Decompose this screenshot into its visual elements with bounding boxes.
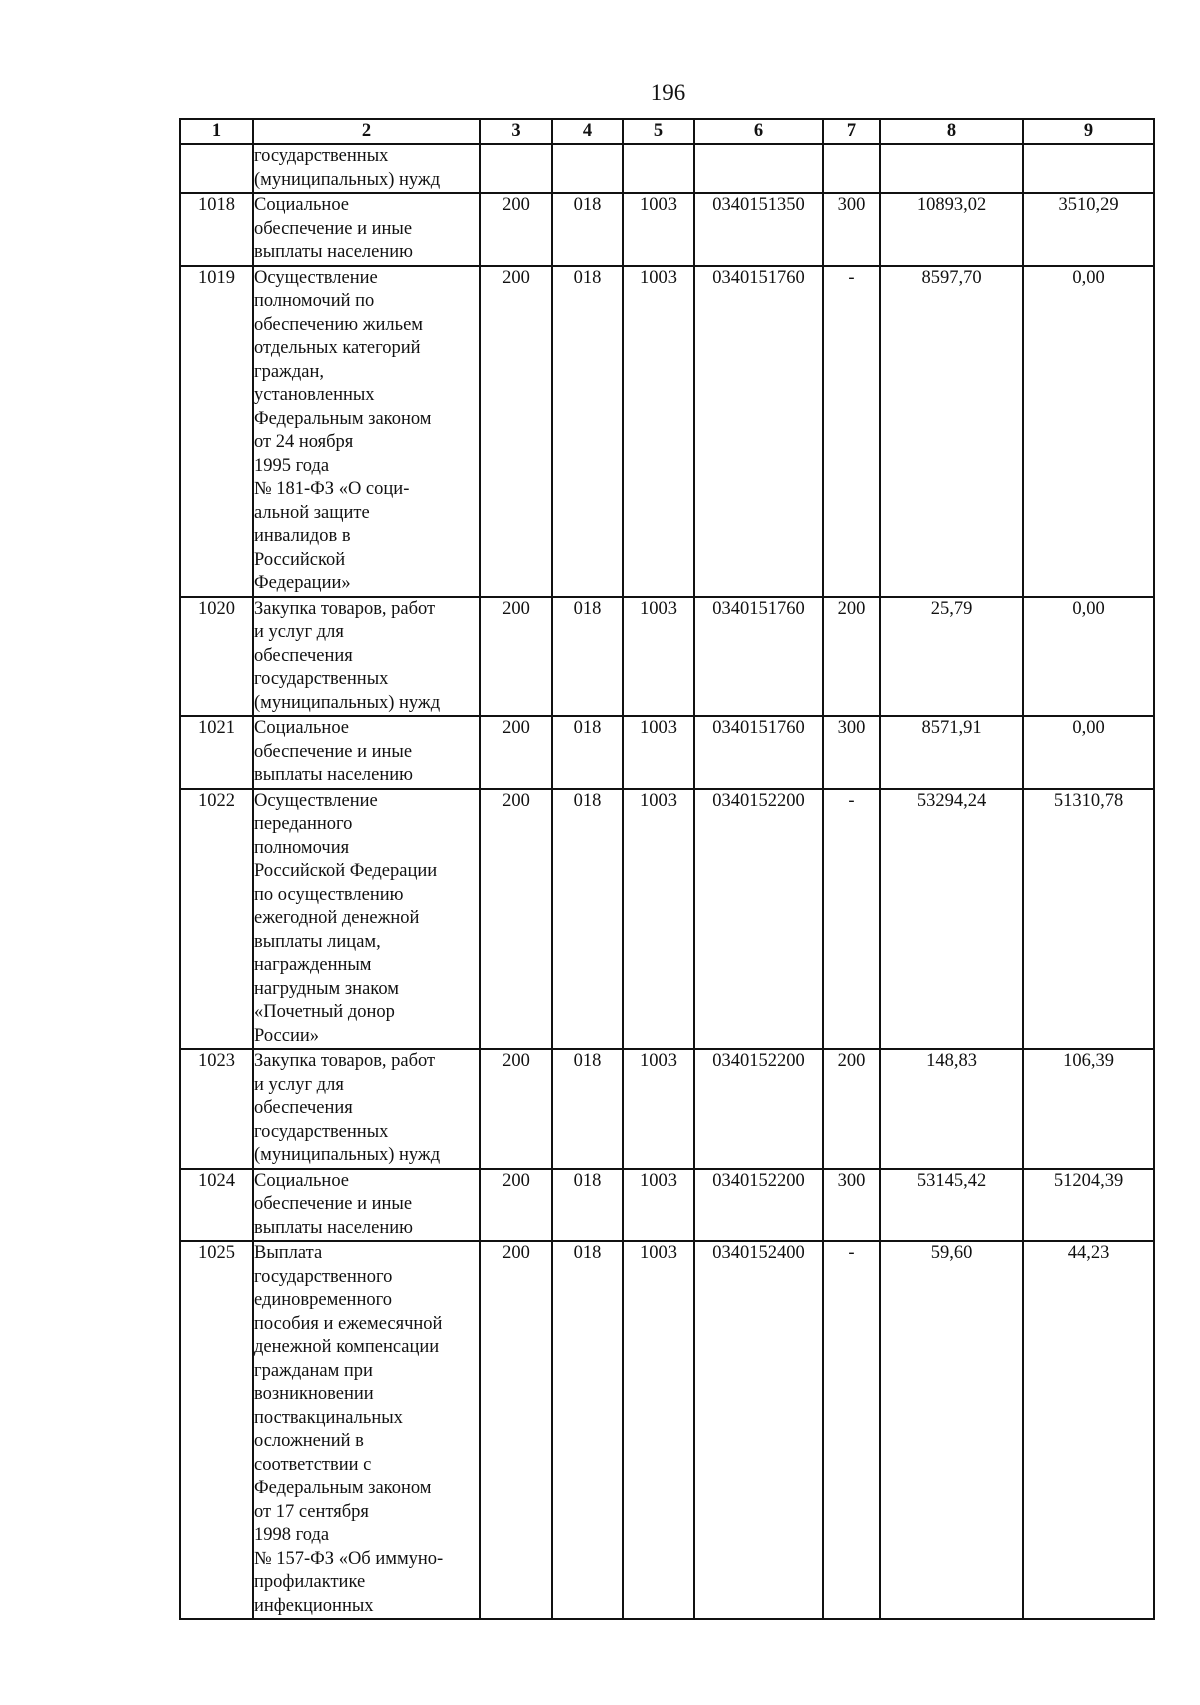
table-row [180, 597, 1154, 717]
amount-col9-cell: 0,00 [1023, 716, 1154, 789]
amount-col8-cell: 53294,24 [880, 789, 1023, 1050]
item-name-line: обеспечение и иные [254, 1194, 413, 1214]
item-name-line: соответствии с [254, 1454, 372, 1475]
item-name-cell [253, 1169, 480, 1242]
item-name-cell [253, 716, 480, 789]
amount-col8-cell [880, 144, 1023, 193]
column-3-cell: 200 [480, 716, 552, 789]
code-cell: 0340151760 [694, 597, 823, 717]
column-5-cell: 1003 [623, 1049, 694, 1169]
amount-col8-cell: 53145,42 [880, 1169, 1023, 1242]
column-4-cell: 018 [552, 1169, 623, 1242]
type-cell: 200 [823, 1049, 880, 1169]
column-4-cell [552, 144, 623, 193]
item-name-line: государственных [254, 669, 389, 689]
type-cell: - [823, 1241, 880, 1619]
column-3-cell: 200 [480, 1169, 552, 1242]
item-name-line: обеспечения [254, 1098, 353, 1118]
amount-col9-cell: 51204,39 [1023, 1169, 1154, 1242]
code-cell: 0340151760 [694, 716, 823, 789]
item-name-line: от 24 ноября [254, 432, 354, 452]
item-name-line: выплаты лицам, [254, 931, 381, 952]
item-name-line: переданного [254, 814, 353, 834]
column-5-cell: 1003 [623, 1241, 694, 1619]
item-name-line: инвалидов в [254, 526, 351, 546]
item-name-line: возникновении [254, 1384, 374, 1404]
item-name-line: обеспечение и иные [254, 741, 413, 762]
column-header-1: 1 [180, 119, 253, 144]
item-name-line: (муниципальных) нужд [254, 169, 441, 190]
table-row [180, 1169, 1154, 1242]
column-3-cell: 200 [480, 193, 552, 266]
item-name-line: полномочия [254, 837, 350, 858]
item-name-line: «Почетный донор [254, 1002, 395, 1022]
table-row [180, 144, 1154, 193]
item-name-line: по осуществлению [254, 884, 404, 905]
column-5-cell: 1003 [623, 266, 694, 597]
column-5-cell: 1003 [623, 597, 694, 717]
item-name-line: поствакцинальных [254, 1407, 403, 1428]
row-number-cell [180, 144, 253, 193]
item-name-line: выплаты населению [254, 765, 413, 785]
item-name-cell [253, 193, 480, 266]
item-name-line: Осуществление [254, 267, 378, 288]
code-cell: 0340151350 [694, 193, 823, 266]
type-cell: 300 [823, 1169, 880, 1242]
table-row [180, 1049, 1154, 1169]
type-cell: 200 [823, 597, 880, 717]
item-name-line: установленных [254, 385, 375, 405]
amount-col9-cell: 44,23 [1023, 1241, 1154, 1619]
amount-col8-cell: 10893,02 [880, 193, 1023, 266]
item-name-line: от 17 сентября [254, 1501, 369, 1522]
item-name-line: обеспечения [254, 645, 353, 666]
column-3-cell [480, 144, 552, 193]
item-name-line: Федеральным законом [254, 408, 432, 429]
header-row [180, 119, 1154, 144]
column-header-2: 2 [253, 119, 480, 144]
item-name-cell [253, 1049, 480, 1169]
table-body [180, 144, 1154, 1619]
item-name-line: России» [254, 1025, 320, 1046]
amount-col8-cell: 148,83 [880, 1049, 1023, 1169]
item-name-cell [253, 144, 480, 193]
column-3-cell: 200 [480, 1241, 552, 1619]
column-header-9: 9 [1023, 119, 1154, 144]
item-name-line: обеспечению жильем [254, 314, 423, 335]
item-name-line: № 181-ФЗ «О соци- [254, 479, 410, 499]
amount-col9-cell: 3510,29 [1023, 193, 1154, 266]
row-number-cell: 1018 [180, 193, 253, 266]
table-row [180, 1241, 1154, 1619]
column-4-cell: 018 [552, 1049, 623, 1169]
column-5-cell: 1003 [623, 716, 694, 789]
item-name-cell [253, 1241, 480, 1619]
item-name-line: и услуг для [254, 622, 344, 642]
amount-col8-cell: 8597,70 [880, 266, 1023, 597]
item-name-line: государственного [254, 1266, 393, 1287]
amount-col9-cell: 0,00 [1023, 597, 1154, 717]
table-row [180, 716, 1154, 789]
item-name-line: государственных [254, 1121, 389, 1142]
item-name-cell [253, 789, 480, 1050]
item-name-line: Социальное [254, 718, 350, 738]
table-row [180, 789, 1154, 1050]
table-row [180, 266, 1154, 597]
column-header-5: 5 [623, 119, 694, 144]
item-name-line: Выплата [254, 1243, 323, 1263]
column-header-8: 8 [880, 119, 1023, 144]
item-name-line: профилактике [254, 1572, 366, 1592]
code-cell [694, 144, 823, 193]
code-cell: 0340152200 [694, 1169, 823, 1242]
type-cell: 300 [823, 193, 880, 266]
item-name-line: выплаты населению [254, 1217, 413, 1238]
code-cell: 0340151760 [694, 266, 823, 597]
column-3-cell: 200 [480, 597, 552, 717]
item-name-line: альной защите [254, 502, 370, 523]
amount-col9-cell: 51310,78 [1023, 789, 1154, 1050]
item-name-line: и услуг для [254, 1074, 344, 1095]
column-3-cell: 200 [480, 1049, 552, 1169]
item-name-line: гражданам при [254, 1360, 373, 1381]
item-name-line: инфекционных [254, 1595, 374, 1616]
row-number-cell: 1019 [180, 266, 253, 597]
code-cell: 0340152200 [694, 789, 823, 1050]
item-name-line: единовременного [254, 1290, 392, 1310]
item-name-line: государственных [254, 146, 389, 166]
column-3-cell: 200 [480, 266, 552, 597]
item-name-line: Федерации» [254, 573, 351, 593]
item-name-line: Федеральным законом [254, 1478, 432, 1498]
item-name-line: 1998 года [254, 1525, 330, 1545]
row-number-cell: 1025 [180, 1241, 253, 1619]
column-5-cell [623, 144, 694, 193]
item-name-line: № 157-ФЗ «Об иммуно- [254, 1548, 444, 1569]
column-4-cell: 018 [552, 789, 623, 1050]
item-name-line: Социальное [254, 1170, 350, 1191]
item-name-line: выплаты населению [254, 242, 413, 262]
amount-col8-cell: 59,60 [880, 1241, 1023, 1619]
item-name-cell [253, 597, 480, 717]
code-cell: 0340152400 [694, 1241, 823, 1619]
row-number-cell: 1023 [180, 1049, 253, 1169]
column-4-cell: 018 [552, 193, 623, 266]
item-name-line: (муниципальных) нужд [254, 692, 441, 713]
amount-col9-cell: 0,00 [1023, 266, 1154, 597]
item-name-line: ежегодной денежной [254, 908, 420, 928]
column-4-cell: 018 [552, 266, 623, 597]
type-cell: - [823, 266, 880, 597]
item-name-line: нагрудным знаком [254, 978, 399, 999]
column-4-cell: 018 [552, 1241, 623, 1619]
amount-col9-cell: 106,39 [1023, 1049, 1154, 1169]
column-header-4: 4 [552, 119, 623, 144]
item-name-line: награжденным [254, 955, 372, 975]
item-name-line: 1995 года [254, 455, 330, 476]
item-name-line: Закупка товаров, работ [254, 1051, 436, 1071]
item-name-line: граждан, [254, 361, 324, 382]
column-3-cell: 200 [480, 789, 552, 1050]
amount-col8-cell: 8571,91 [880, 716, 1023, 789]
item-name-line: осложнений в [254, 1431, 364, 1451]
column-header-6: 6 [694, 119, 823, 144]
table-row [180, 193, 1154, 266]
amount-col9-cell [1023, 144, 1154, 193]
item-name-line: отдельных категорий [254, 338, 421, 358]
column-header-7: 7 [823, 119, 880, 144]
item-name-line: полномочий по [254, 291, 375, 311]
budget-table [179, 118, 1155, 1620]
item-name-line: (муниципальных) нужд [254, 1145, 441, 1165]
item-name-cell [253, 266, 480, 597]
item-name-line: пособия и ежемесячной [254, 1313, 443, 1334]
item-name-line: Социальное [254, 195, 350, 215]
item-name-line: Российской Федерации [254, 861, 438, 881]
column-5-cell: 1003 [623, 789, 694, 1050]
column-5-cell: 1003 [623, 1169, 694, 1242]
item-name-line: Закупка товаров, работ [254, 598, 436, 619]
row-number-cell: 1022 [180, 789, 253, 1050]
row-number-cell: 1020 [180, 597, 253, 717]
type-cell: 300 [823, 716, 880, 789]
row-number-cell: 1024 [180, 1169, 253, 1242]
item-name-line: денежной компенсации [254, 1337, 440, 1357]
column-4-cell: 018 [552, 716, 623, 789]
column-header-3: 3 [480, 119, 552, 144]
type-cell [823, 144, 880, 193]
code-cell: 0340152200 [694, 1049, 823, 1169]
item-name-line: Российской [254, 549, 346, 570]
column-4-cell: 018 [552, 597, 623, 717]
item-name-line: Осуществление [254, 790, 378, 811]
item-name-line: обеспечение и иные [254, 218, 413, 239]
amount-col8-cell: 25,79 [880, 597, 1023, 717]
column-5-cell: 1003 [623, 193, 694, 266]
row-number-cell: 1021 [180, 716, 253, 789]
type-cell: - [823, 789, 880, 1050]
page-number: 196 [650, 80, 686, 105]
